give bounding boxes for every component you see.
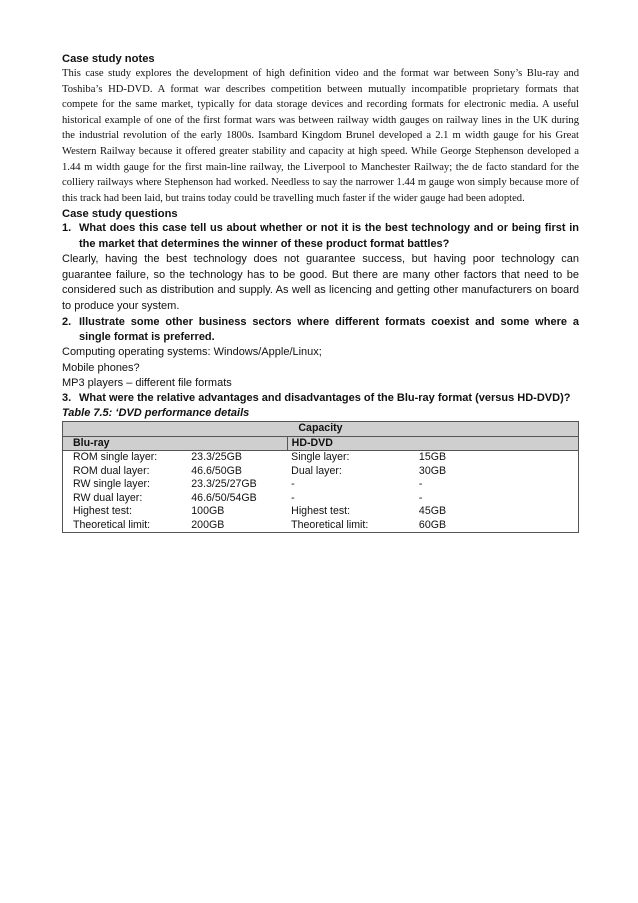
table-cell: 30GB [418, 464, 447, 477]
table-cell: 23.3/25GB [191, 451, 242, 464]
question-3 [62, 391, 579, 406]
hddvd-names-cell [287, 451, 415, 533]
capacity-table [62, 421, 579, 533]
table-title: Table 7.5: ‘DVD performance details [62, 407, 250, 420]
document-page [62, 52, 579, 533]
table-cell: Highest test: [73, 505, 132, 518]
table-cell: Dual layer: [291, 464, 342, 477]
question-2 [62, 315, 579, 345]
capacity-header: Capacity [63, 422, 579, 437]
table-cell: - [291, 491, 295, 504]
question-2-answer-line: MP3 players – different file formats [62, 376, 232, 389]
question-1-number: 1. [62, 222, 72, 235]
table-cell: 46.6/50/54GB [191, 491, 257, 504]
table-cell: ROM single layer: [73, 451, 158, 464]
table-cell: Single layer: [291, 451, 350, 464]
bluray-values-cell [187, 451, 287, 533]
table-cell: Theoretical limit: [291, 518, 369, 531]
hddvd-header: HD-DVD [287, 436, 578, 451]
notes-body: This case study explores the development of high definition video and the format war between Sony’s Blu-ray and Toshiba’s HD-DVD. A format war describes competition between mutually incompatible proprietary formats that compete for the same market, typically for data storage devices and recording formats for electronic media. A useful historical example of one of the first format wars was between railway width gauges on railway lines in the UK during the industrial revolution of the early 1800s. Isambard Kingdom Brunel developed a 2.1 m width gauge for his Great Western Railway because it offered greater stability and capacity at high speed. While George Stephenson developed a 1.44 m width gauge for the first main-line railway, the Liverpool to Manchester Railway; the de facto standard for the colliery railways where Stephenson had worked. Needless to say the narrower 1.44 m gauge won simply because more of this track had been laid, but trains today could be travelling much faster if the wider gauge had been adopted. [62, 68, 579, 204]
table-cell: 100GB [191, 505, 225, 518]
table-cell: 23.3/25/27GB [191, 478, 257, 491]
table-cell: RW dual layer: [73, 491, 143, 504]
table-cell: 60GB [418, 518, 447, 531]
table-cell: 200GB [191, 518, 225, 531]
table-cell: ROM dual layer: [73, 464, 150, 477]
table-body-row [63, 451, 579, 533]
bluray-header: Blu-ray [63, 436, 288, 451]
table-cell: 15GB [418, 451, 447, 464]
table-cell: - [291, 478, 295, 491]
hddvd-values-cell [415, 451, 579, 533]
question-2-answer-line: Computing operating systems: Windows/Apple/Linux; [62, 346, 322, 359]
question-1-answer: Clearly, having the best technology does not guarantee success, but having poor technology can guarantee failure, so the technology has to be good. But there are many other factors that need to be considered such as distribution and supply. As well as licencing and getting other manufacturers on board to produce your system. [62, 252, 579, 313]
question-3-number: 3. [62, 391, 72, 404]
table-cell: - [418, 478, 423, 491]
table-cell: 45GB [418, 505, 447, 518]
bluray-names-cell [63, 451, 188, 533]
question-2-answer-line: Mobile phones? [62, 361, 140, 374]
question-1 [62, 221, 579, 251]
table-cell: RW single layer: [73, 478, 150, 491]
table-cell: - [418, 491, 423, 504]
notes-heading: Case study notes [62, 53, 155, 65]
table-cell: Highest test: [291, 505, 351, 518]
question-3-text: What were the relative advantages and disadvantages of the Blu-ray format (versus HD-DVD)? [79, 391, 571, 404]
table-cell: 46.6/50GB [191, 464, 242, 477]
table-header-row [63, 422, 579, 437]
table-cell: Theoretical limit: [73, 518, 151, 531]
question-2-text: Illustrate some other business sectors where different formats coexist and some where a single format is preferred. [79, 315, 579, 344]
question-1-text: What does this case tell us about whether or not it is the best technology and or being first in the market that determines the winner of these product format battles? [79, 222, 579, 250]
question-2-number: 2. [62, 315, 72, 328]
table-subheader-row [63, 436, 579, 451]
questions-heading: Case study questions [62, 208, 178, 221]
